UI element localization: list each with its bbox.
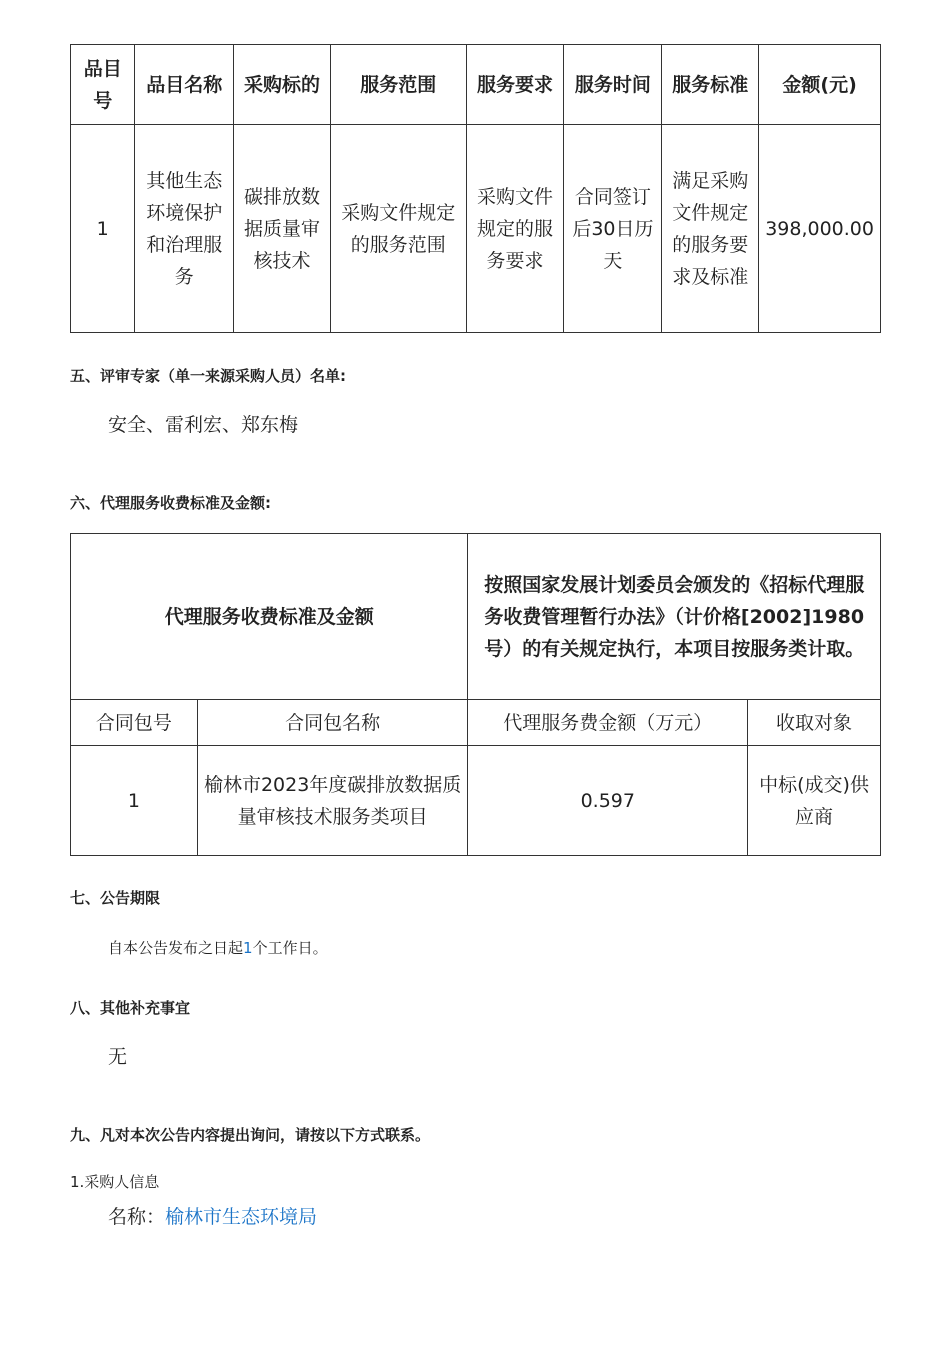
- supplementary-content: 无: [108, 1046, 128, 1068]
- cell-service-scope: 采购文件规定的服务范围: [330, 125, 466, 333]
- header-item-name: 品目名称: [135, 45, 234, 125]
- cell-service-standard: 满足采购文件规定的服务要求及标准: [662, 125, 759, 333]
- fee-header-row: [71, 700, 881, 746]
- expert-list: 安全、雷利宏、郑东梅: [108, 414, 299, 436]
- fee-standard-label: 代理服务收费标准及金额: [71, 534, 468, 700]
- header-service-time: 服务时间: [564, 45, 662, 125]
- section9-heading: 九、凡对本次公告内容提出询问，请按以下方式联系。: [70, 1126, 431, 1144]
- cell-item-name: 其他生态环境保护和治理服务: [135, 125, 234, 333]
- header-package-number: 合同包号: [71, 700, 198, 746]
- agency-fee-table: [70, 533, 881, 856]
- header-service-standard: 服务标准: [662, 45, 759, 125]
- section8-heading: 八、其他补充事宜: [70, 999, 191, 1017]
- section5-heading: 五、评审专家（单一来源采购人员）名单:: [70, 367, 347, 385]
- cell-service-requirements: 采购文件规定的服务要求: [466, 125, 564, 333]
- cell-service-time: 合同签订后30日历天: [564, 125, 662, 333]
- purchaser-info-heading: 1.采购人信息: [70, 1173, 160, 1191]
- header-item-number: 品目号: [71, 45, 135, 125]
- cell-amount: 398,000.00: [759, 125, 881, 333]
- table-row: [71, 125, 881, 333]
- table-header-row: [71, 45, 881, 125]
- period-text-after: 个工作日。: [252, 939, 328, 957]
- fee-standard-row: [71, 534, 881, 700]
- header-service-requirements: 服务要求: [466, 45, 564, 125]
- purchaser-name-label: 名称：: [108, 1206, 166, 1228]
- section7-heading: 七、公告期限: [70, 889, 161, 907]
- table-row: [71, 746, 881, 856]
- header-charge-target: 收取对象: [748, 700, 881, 746]
- cell-package-name: 榆林市2023年度碳排放数据质量审核技术服务类项目: [197, 746, 468, 856]
- period-text-before: 自本公告发布之日起: [108, 939, 244, 957]
- header-package-name: 合同包名称: [197, 700, 468, 746]
- header-amount: 金额(元): [759, 45, 881, 125]
- section6-heading: 六、代理服务收费标准及金额:: [70, 494, 271, 512]
- header-fee-amount: 代理服务费金额（万元）: [468, 700, 748, 746]
- cell-package-number: 1: [71, 746, 198, 856]
- cell-charge-target: 中标(成交)供应商: [748, 746, 881, 856]
- cell-fee-amount: 0.597: [468, 746, 748, 856]
- period-days: 1: [243, 939, 253, 957]
- purchaser-name-line: [108, 1204, 317, 1230]
- fee-standard-description: 按照国家发展计划委员会颁发的《招标代理服务收费管理暂行办法》（计价格[2002]1980号）的有关规定执行，本项目按服务类计取。: [468, 534, 881, 700]
- header-service-scope: 服务范围: [330, 45, 466, 125]
- procurement-items-table: [70, 44, 881, 333]
- purchaser-name-link[interactable]: 榆林市生态环境局: [165, 1206, 318, 1228]
- announcement-period: [108, 935, 328, 961]
- cell-item-number: 1: [71, 125, 135, 333]
- cell-procurement-target: 碳排放数据质量审核技术: [234, 125, 331, 333]
- header-procurement-target: 采购标的: [234, 45, 331, 125]
